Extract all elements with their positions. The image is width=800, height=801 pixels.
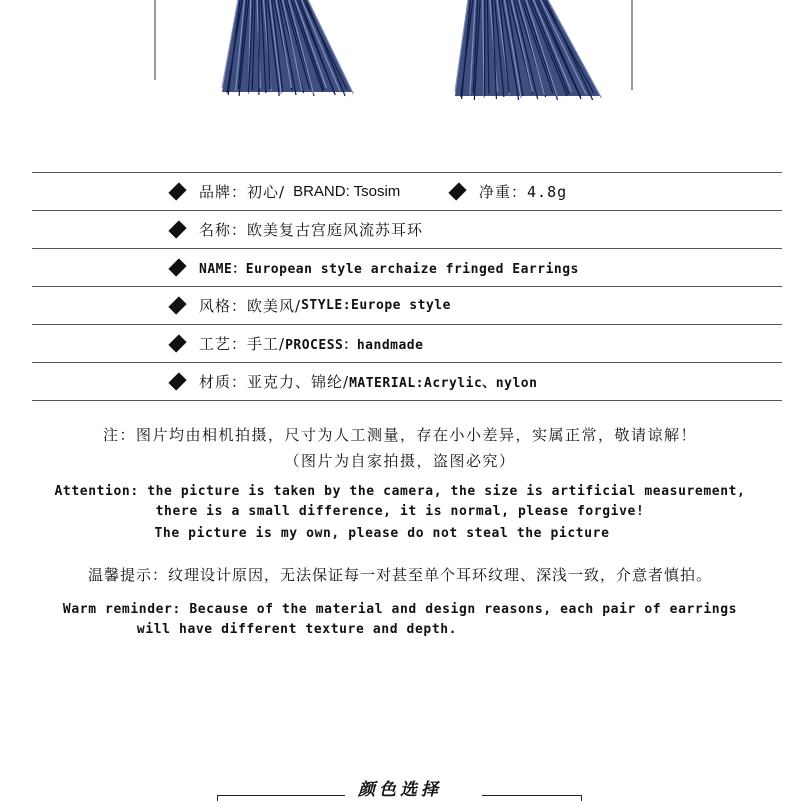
brand-value: BRAND: Tsosim	[293, 183, 400, 200]
weight-label: 净重：	[479, 181, 527, 202]
style-en: STYLE:Europe style	[301, 298, 451, 313]
note-en-line2: there is a small difference, it is normal, please forgive!	[0, 504, 800, 519]
style-cn: 风格：欧美风/	[199, 295, 301, 316]
color-selection-title: 颜色选择	[350, 775, 450, 800]
diamond-bullet-icon	[448, 182, 466, 200]
right-tassel	[455, 0, 601, 100]
note-cn-line2: （图片为自家拍摄，盗图必究）	[0, 450, 800, 471]
diamond-bullet-icon	[168, 296, 186, 314]
spec-row-name-en	[32, 248, 782, 286]
name-en: NAME：European style archaize fringed Earrings	[199, 258, 579, 277]
color-selection-header	[0, 770, 800, 800]
spec-table	[32, 172, 782, 401]
process-en: PROCESS：handmade	[285, 334, 423, 353]
name-cn: 名称：欧美复古宫庭风流苏耳环	[199, 219, 423, 240]
spec-row-material	[32, 362, 782, 401]
diamond-bullet-icon	[168, 220, 186, 238]
header-tick-right	[581, 795, 582, 801]
note-cn-line1: 注：图片均由相机拍摄，尺寸为人工测量，存在小小差异，实属正常，敬请谅解！	[0, 424, 800, 445]
spec-row-brand	[32, 172, 782, 210]
spec-row-process	[32, 324, 782, 362]
brand-label: 品牌：初心/	[199, 181, 285, 202]
material-en: MATERIAL:Acrylic、nylon	[349, 372, 537, 391]
note-en-line3: The picture is my own, please do not steal the picture	[0, 526, 782, 541]
diamond-bullet-icon	[168, 334, 186, 352]
reminder-en-line1: Warm reminder: Because of the material and design reasons, each pair of earrings	[0, 602, 800, 617]
tassel-earrings-image	[0, 0, 800, 100]
header-rule-left	[217, 795, 345, 796]
product-photo	[0, 0, 800, 100]
reminder-cn: 温馨提示：纹理设计原因，无法保证每一对甚至单个耳环纹理、深浅一致，介意者慎拍。	[0, 564, 800, 585]
header-tick-left	[217, 795, 218, 801]
header-rule-right	[482, 795, 582, 796]
weight-cell	[452, 173, 567, 210]
diamond-bullet-icon	[168, 258, 186, 276]
diamond-bullet-icon	[168, 182, 186, 200]
process-cn: 工艺：手工/	[199, 333, 285, 354]
spec-row-style	[32, 286, 782, 324]
brand-cell	[172, 173, 400, 210]
spec-row-name-cn	[32, 210, 782, 248]
left-tassel	[222, 0, 353, 96]
reminder-en-line2: will have different texture and depth.	[0, 622, 697, 637]
diamond-bullet-icon	[168, 372, 186, 390]
material-cn: 材质：亚克力、锦纶/	[199, 371, 349, 392]
weight-value: 4.8g	[527, 183, 567, 201]
note-en-line1: Attention: the picture is taken by the camera, the size is artificial measurement,	[0, 484, 800, 499]
